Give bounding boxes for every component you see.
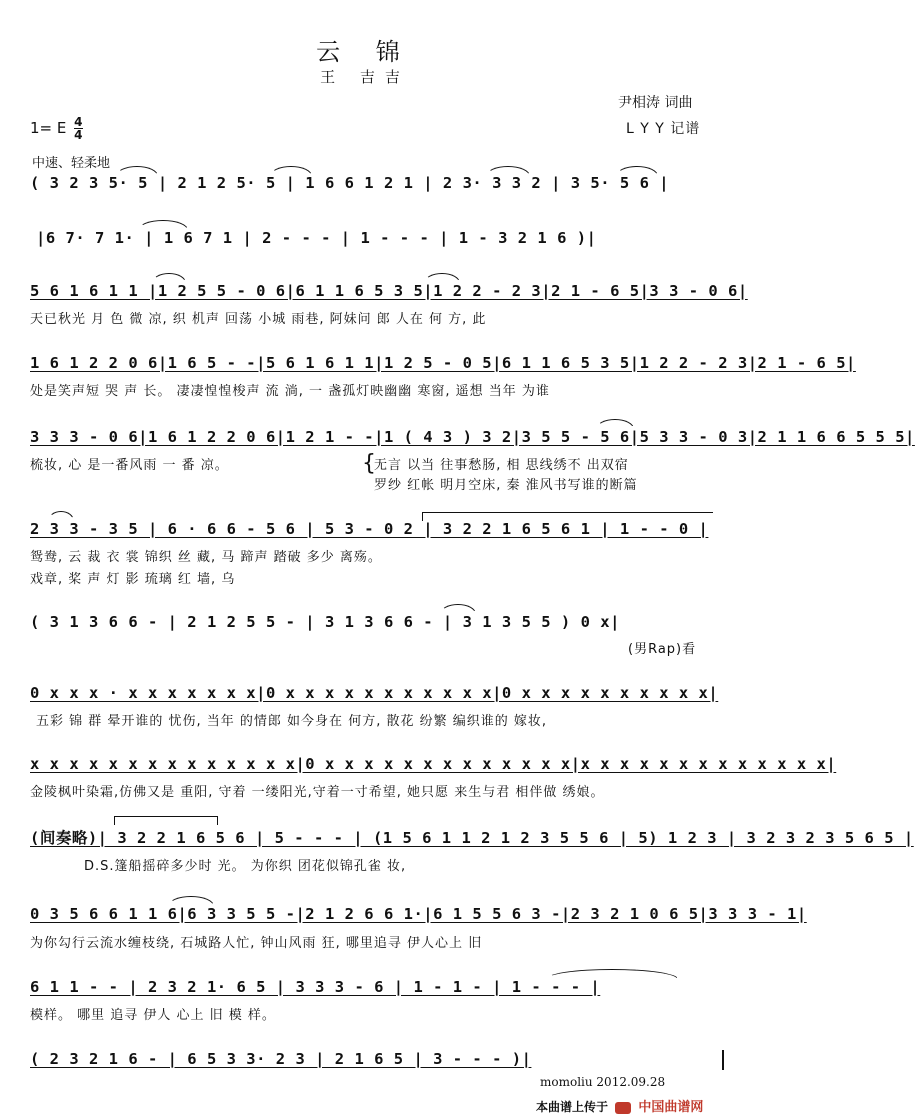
signature: momoliu 2012.09.28 <box>540 1075 666 1089</box>
final-barline <box>722 1050 724 1070</box>
key-signature <box>30 116 83 141</box>
lyric-line-10: D.S.篷船摇碎多少时 光。 为你织 团花似锦孔雀 妆, <box>84 859 407 874</box>
rap-cue: (男Rap)看 <box>628 642 697 657</box>
score-line-3: 5 6 1 6 1 1 |1 2 5 5 - 0 6|6 1 1 6 5 3 5|1 2 2 - 2 3|2 1 - 6 5|3 3 - 0 6| <box>30 282 748 300</box>
score-line-10: (间奏略)| 3 2 2 1 6 5 6 | 5 - - - | (1 5 6 1 1 2 1 2 3 5 5 6 | 5) 1 2 3 | 3 2 3 2 3 5 6 5 | <box>30 829 914 847</box>
key-label: 1= E <box>30 119 67 137</box>
score-line-2: |6 7· 7 1· | 1 6 7 1 | 2 - - - | 1 - - - | 1 - 3 2 1 6 )| <box>36 229 597 247</box>
score-line-12: 6 1 1 - - | 2 3 2 1· 6 5 | 3 3 3 - 6 | 1 - 1 - | 1 - - - | <box>30 978 601 996</box>
time-signature-bottom: 4 <box>74 128 83 142</box>
verse-brace: { <box>362 451 376 476</box>
slur <box>116 166 158 176</box>
site-logo-icon <box>615 1102 631 1114</box>
lyric-line-4: 处是笑声短 哭 声 长。 凄凄惶惶梭声 流 淌, 一 盏孤灯映幽幽 寒窗, 遥想 当年 为谁 <box>30 384 550 399</box>
verse1-line-5: 无言 以当 往事愁肠, 相 思线绣不 出双宿 <box>374 458 629 473</box>
slur <box>486 166 530 176</box>
time-signature <box>74 116 82 141</box>
score-line-8: 0 x x x · x x x x x x x|0 x x x x x x x x x x x|0 x x x x x x x x x x| <box>30 684 719 702</box>
slur <box>440 604 476 614</box>
score-line-13: ( 2 3 2 1 6 - | 6 5 3 3· 2 3 | 2 1 6 5 | 3 - - - )| <box>30 1050 532 1068</box>
slur <box>596 419 634 429</box>
lyric-line-8: 五彩 锦 群 晕开谁的 忧伤, 当年 的情郎 如今身在 何方, 散花 纷繁 编织谁的 嫁妆, <box>36 714 547 729</box>
slur <box>546 969 678 979</box>
time-signature-top: 4 <box>74 115 83 129</box>
lyric-line-5: 梳妆, 心 是一番风雨 一 番 凉。 <box>30 458 229 473</box>
verse2-line-5: 罗纱 红帐 明月空床, 秦 淮风书写谁的断篇 <box>374 478 638 493</box>
verse1-line-6: 鸳鸯, 云 裁 衣 裳 锦织 丝 藏, 马 蹄声 踏破 多少 离殇。 <box>30 550 382 565</box>
score-line-11: 0 3 5 6 6 1 1 6|6 3 3 5 5 -|2 1 2 6 6 1·|6 1 5 5 6 3 -|2 3 2 1 0 6 5|3 3 3 - 1| <box>30 905 807 923</box>
site-credit <box>536 1096 703 1115</box>
tempo-marking: 中速、轻柔地 <box>32 156 111 171</box>
score-line-5: 3 3 3 - 0 6|1 6 1 2 2 0 6|1 2 1 - -|1 ( 4 3 ) 3 2|3 5 5 - 5 6|5 3 3 - 0 3|2 1 1 6 6 5 5 5| <box>30 428 915 446</box>
singer-name: 王 吉吉 <box>320 68 410 86</box>
score-line-9: x x x x x x x x x x x x x x|0 x x x x x x x x x x x x x|x x x x x x x x x x x x x| <box>30 755 837 773</box>
second-ending-bracket <box>114 816 218 825</box>
lyric-line-3: 天已秋光 月 色 微 凉, 织 机声 回荡 小城 雨巷, 阿妹问 郎 人在 何 方, 此 <box>30 312 487 327</box>
score-line-1: ( 3 2 3 5· 5 | 2 1 2 5· 5 | 1 6 6 1 2 1 | 2 3· 3 3 2 | 3 5· 5 6 | <box>30 174 670 192</box>
slur <box>424 273 460 283</box>
slur <box>270 166 312 176</box>
lyric-line-9: 金陵枫叶染霜,仿佛又是 重阳, 守着 一缕阳光,守着一寸希望, 她只愿 来生与君 相伴做 绣娘。 <box>30 785 605 800</box>
verse2-line-6: 戏章, 桨 声 灯 影 琉璃 红 墙, 乌 <box>30 572 236 587</box>
slur <box>616 166 658 176</box>
lyric-line-11: 为你勾行云流水缠枝绕, 石城路人忙, 钟山风雨 狂, 哪里追寻 伊人心上 旧 <box>30 936 483 951</box>
slur <box>48 511 74 521</box>
slur <box>152 273 186 283</box>
slur <box>138 220 188 230</box>
site-name: 中国曲谱网 <box>638 1100 704 1115</box>
transcriber-credit: L Y Y 记谱 <box>626 121 701 137</box>
slur <box>168 896 214 906</box>
composer-credit: 尹相涛 词曲 <box>618 95 693 111</box>
lyric-line-12: 模样。 哪里 追寻 伊人 心上 旧 模 样。 <box>30 1008 276 1023</box>
score-line-6: 2 3 3 - 3 5 | 6 · 6 6 - 5 6 | 5 3 - 0 2 | 3 2 2 1 6 5 6 1 | 1 - - 0 | <box>30 520 709 538</box>
upload-note: 本曲谱上传于 <box>536 1100 609 1114</box>
score-line-7: ( 3 1 3 6 6 - | 2 1 2 5 5 - | 3 1 3 6 6 - | 3 1 3 5 5 ) 0 x| <box>30 613 620 631</box>
song-title: 云 锦 <box>316 38 414 66</box>
score-line-4: 1 6 1 2 2 0 6|1 6 5 - -|5 6 1 6 1 1|1 2 5 - 0 5|6 1 1 6 5 3 5|1 2 2 - 2 3|2 1 - 6 5| <box>30 354 856 372</box>
